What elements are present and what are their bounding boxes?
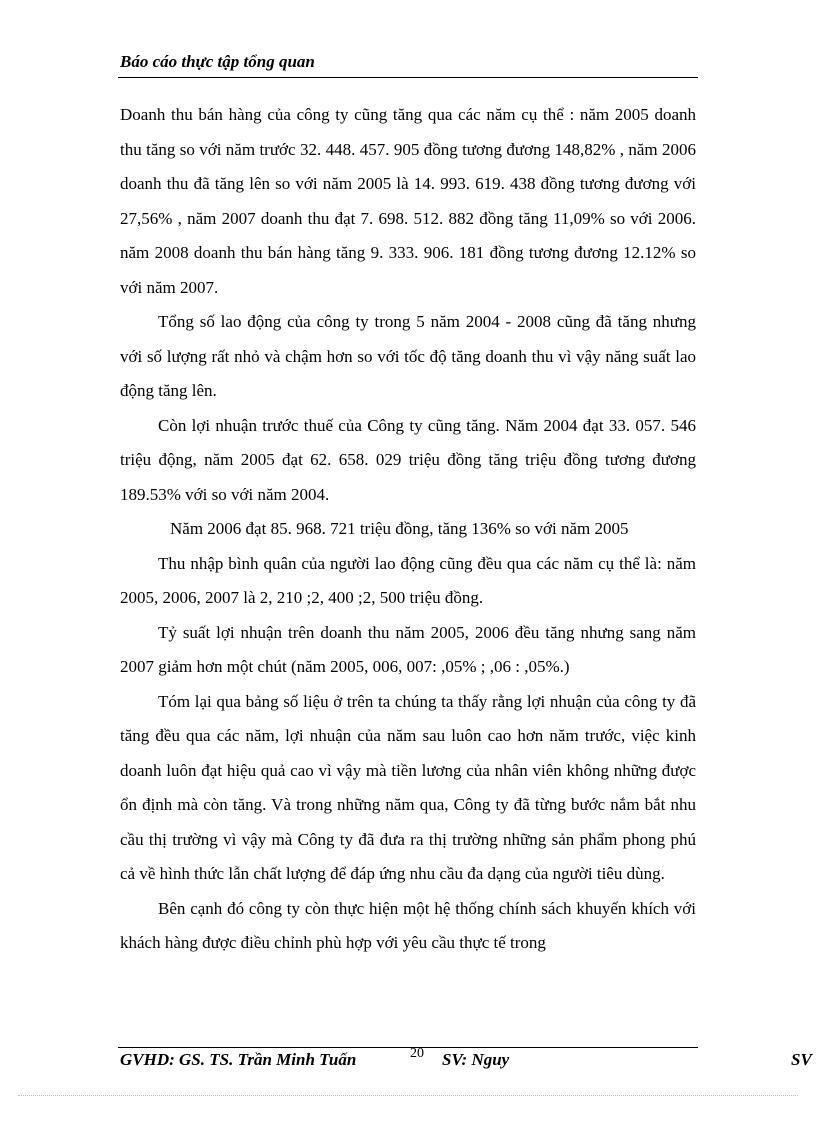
footer-student: SV: Nguy <box>442 1050 510 1069</box>
footer-student-cut: SV <box>791 1050 812 1069</box>
paragraph-2006: Năm 2006 đạt 85. 968. 721 triệu đồng, tăng 136% so với năm 2005 <box>170 519 629 538</box>
page-header-title: Báo cáo thực tập tổng quan <box>120 52 315 71</box>
page-bottom-divider <box>18 1095 798 1096</box>
header-rule <box>118 77 698 78</box>
page-number: 20 <box>410 1046 424 1061</box>
footer-rule <box>118 1047 698 1048</box>
footer-advisor: GVHD: GS. TS. Trần Minh Tuấn <box>120 1050 357 1069</box>
paragraph-income: Thu nhập bình quân của người lao động cũng đều qua các năm cụ thể là: năm 2005, 2006, 2007 là 2, 210 ;2, 400 ;2, 500 triệu đồng. <box>120 553 696 607</box>
paragraph-profit: Còn lợi nhuận trước thuế của Công ty cũng tăng. Năm 2004 đạt 33. 057. 546 triệu động, năm 2005 đạt 62. 658. 029 triệu đồng tăng triệu đồng tương đương 189.53% với so với năm 2004. <box>120 415 696 504</box>
paragraph-policy: Bên cạnh đó công ty còn thực hiện một hệ thống chính sách khuyến khích với khách hàng được điều chỉnh phù hợp với yêu cầu thực tế trong <box>120 898 696 952</box>
paragraph-revenue: Doanh thu bán hàng của công ty cũng tăng qua các năm cụ thể : năm 2005 doanh thu tăng so với năm trước 32. 448. 457. 905 đồng tương đương 148,82% , năm 2006 doanh thu đã tăng lên so với năm 2005 là 14. 993. 619. 438 đồng tương đương với 27,56% , năm 2007 doanh thu đạt 7. 698. 512. 882 đồng tăng 11,09% so với 2006. năm 2008 doanh thu bán hàng tăng 9. 333. 906. 181 đồng tương đương 12.12% so với năm 2007. <box>120 105 696 297</box>
paragraph-labor: Tổng số lao động của công ty trong 5 năm 2004 - 2008 cũng đã tăng nhưng với số lượng rất nhỏ và chậm hơn so với tốc độ tăng doanh thu vì vậy năng suất lao động tăng lên. <box>120 312 696 400</box>
paragraph-summary: Tóm lại qua bảng số liệu ở trên ta chúng ta thấy rằng lợi nhuận của công ty đã tăng đều qua các năm, lợi nhuận của năm sau luôn cao hơn năm trước, việc kinh doanh luôn đạt hiệu quả cao vì vậy mà tiền lương của nhân viên không những được ổn định mà còn tăng. Và trong những năm qua, Công ty đã từng bước nắm bắt nhu cầu thị trường vì vậy mà Công ty đã đưa ra thị trường những sản phẩm phong phú cả về hình thức lẫn chất lượng để đáp ứng nhu cầu đa dạng của người tiêu dùng. <box>120 691 696 883</box>
document-body <box>120 98 696 961</box>
paragraph-margin: Tỷ suất lợi nhuận trên doanh thu năm 2005, 2006 đều tăng nhưng sang năm 2007 giảm hơn một chút (năm 2005, 006, 007: ,05% ; ,06 : ,05%.) <box>120 622 696 676</box>
